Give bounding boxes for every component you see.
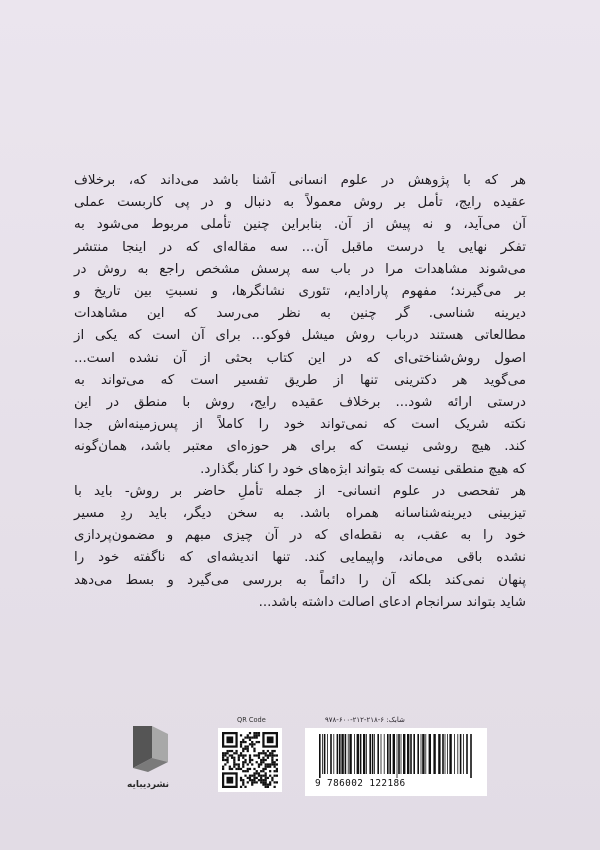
text-line: می‌گوید هر دکترینی تنها از طریق تفسیر است که می‌تواند به — [74, 372, 526, 388]
text-line: درستی ارائه شود... برخلاف عقیده رایج، روش با منطق در این — [74, 395, 526, 411]
publisher-name: نشردیبایه — [126, 780, 170, 790]
text-line: کند. هیچ روشی نیست که برای هر حوزه‌ای معتبر باشد، همان‌گونه — [74, 439, 526, 455]
text-line: پنهان نمی‌کند بلکه آن را دائماً به بررسی می‌گیرد و بسط می‌دهد — [74, 572, 526, 588]
text-line: تفکر نهایی یا درست ماقبل آن... سه مقاله‌ای که در اینجا منتشر — [74, 239, 526, 255]
barcode-digit-first: 9 — [315, 778, 322, 789]
publisher-logo-icon — [118, 718, 178, 778]
barcode-icon — [317, 734, 475, 778]
text-line: تیزبینی دیرینه‌شناسانه همراه باشد. به سخن دیگر، باید ردِ مسیر — [74, 506, 526, 522]
text-line: می‌شوند مشاهدات مرا در باب سه پرسش مشخص راجع به روش در — [74, 261, 526, 277]
paragraph-1 — [74, 170, 526, 481]
isbn-label: شابک: ۶-۲۱۸-۲۱۲-۶۰۰-۹۷۸ — [325, 716, 405, 724]
qr-code — [218, 728, 282, 792]
text-line: هر که با پژوهش در علوم انسانی آشنا باشد می‌داند که، برخلاف — [74, 173, 526, 188]
qr-label: QR Code — [237, 716, 266, 724]
barcode-group-2: 122186 — [369, 778, 406, 789]
text-line: نشده باقی می‌ماند، واپیمایی کند. تنها اندیشه‌ای که ناگفته خود را — [74, 550, 526, 566]
text-line: نکته شریک است که نمی‌تواند خود را کاملاً از پس‌زمینه‌اش جدا — [74, 417, 526, 433]
barcode-number — [315, 778, 477, 789]
text-line: شاید بتواند سرانجام ادعای اصالت داشته باشد... — [258, 594, 526, 610]
text-line: هر تفحصی در علوم انسانی- از جمله تأملِ حاضر بر روش- باید با — [74, 483, 526, 499]
text-line: اصول روش‌شناختی‌ای که در این کتاب بحثی از آن نشده است... — [74, 350, 526, 366]
text-line: بر می‌گیرند؛ مفهوم پارادایم، تئوری نشانگرها، و نسبتِ بین تاریخ و — [74, 284, 526, 300]
text-line: عقیده رایج، تأمل بر روش معمولاً به دنبال و در پی کاربست عملی — [74, 195, 526, 211]
text-line: آن می‌آید، و نه پیش از آن. بنابراین چنین تأملی مربوط می‌شود به — [74, 217, 526, 233]
text-line: دیرینه شناسی. گر چنین به نظر می‌رسد که این مشاهدات — [74, 306, 526, 322]
text-line: که هیچ منطقی نیست که بتواند ابژه‌های خود را کنار بگذارد. — [200, 461, 526, 477]
qr-code-icon — [218, 728, 282, 792]
barcode — [305, 728, 487, 796]
text-line: خود را به عقب، به نقطه‌ای که در آن چیزی مبهم و مضمون‌پردازی — [74, 528, 526, 544]
barcode-group-1: 786002 — [327, 778, 364, 789]
text-line: مطالعاتی هستند درباب روش میشل فوکو... برای آن است که یکی از — [74, 328, 526, 344]
publisher-logo — [118, 718, 178, 804]
blurb-text — [74, 170, 526, 614]
paragraph-2 — [74, 481, 526, 614]
